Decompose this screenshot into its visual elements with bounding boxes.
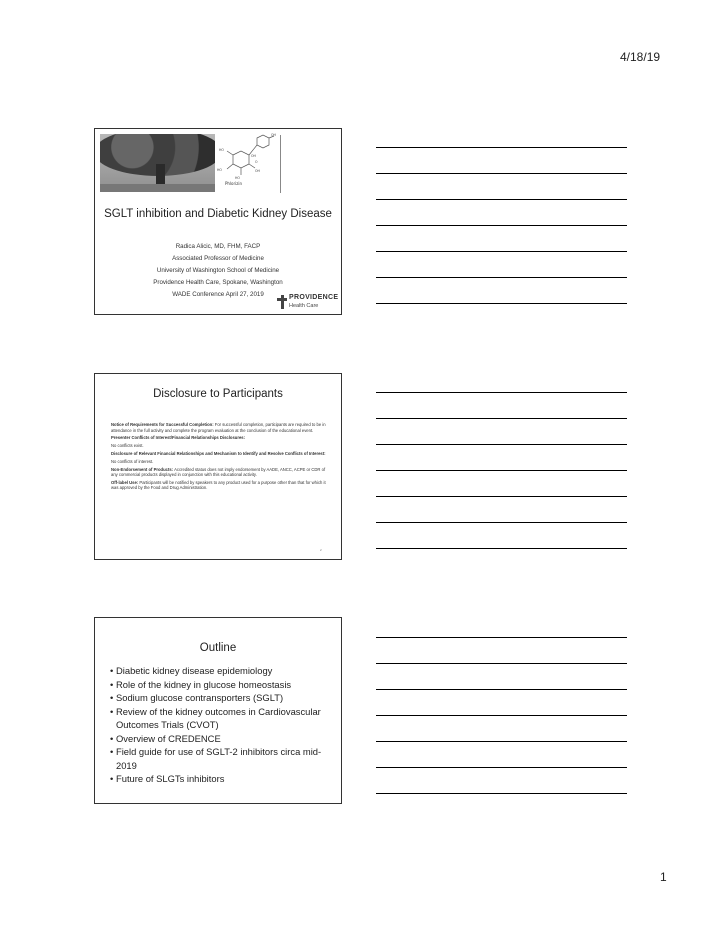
header-date: 4/18/19 — [620, 50, 661, 64]
note-line — [376, 199, 627, 200]
note-line — [376, 225, 627, 226]
slide-divider-line — [280, 135, 281, 193]
phlorizin-structure-icon — [215, 133, 277, 187]
note-line — [376, 741, 627, 742]
logo-subtitle: Health Care — [289, 303, 319, 309]
note-line — [376, 444, 627, 445]
author-line: Associated Professor of Medicine — [172, 255, 264, 262]
svg-text:O: O — [255, 160, 258, 164]
disclosure-paragraph: Disclosure of Relevant Financial Relationships and Mechanism to Identify and Resolve Conflicts of Interest: — [111, 450, 326, 456]
author-line: WADE Conference April 27, 2019 — [172, 291, 264, 298]
disclosure-paragraph: Off-label Use: Participants will be notified by speakers to any product used for a purpose other than that for which it was approved by the Food and Drug Administration. — [111, 479, 326, 491]
note-line — [376, 251, 627, 252]
slide-number: 2 — [320, 548, 322, 552]
disclosure-paragraph: Notice of Requirements for Successful Completion: For successful completion, participants are required to be in attendance in the full activity and complete the program evaluation at the conclusion of the educational event. — [111, 422, 326, 433]
disclosure-paragraph: No conflicts exist. — [111, 443, 144, 449]
outline-item: • Future of SLGTs inhibitors — [111, 772, 336, 786]
molecule-caption: Phlorizin — [225, 181, 243, 186]
slide-1-title: SGLT inhibition and Diabetic Kidney Disease — [104, 208, 332, 220]
author-line: University of Washington School of Medicine — [156, 267, 280, 274]
slide-3-title: Outline — [199, 642, 237, 654]
cross-icon — [277, 295, 287, 309]
outline-item: • Review of the kidney outcomes in Cardiovascular Outcomes Trials (CVOT) — [111, 705, 336, 732]
disclosure-paragraph: No conflicts of interest. — [111, 458, 154, 464]
note-line — [376, 548, 627, 549]
author-line: Radica Alicic, MD, FHM, FACP — [175, 243, 261, 250]
slide-2-thumbnail — [94, 373, 342, 560]
disclosure-paragraph: Non-Endorsement of Products: Accredited status does not imply endorsement by AADE, ANCC, ACPE or CDR of any commercial products displayed in conjunction with this educational activity. — [111, 466, 326, 478]
note-line — [376, 689, 627, 690]
svg-text:OH: OH — [271, 133, 276, 137]
slide-3-thumbnail — [94, 617, 342, 804]
tree-photo — [100, 134, 215, 192]
note-line — [376, 663, 627, 664]
page-number: 1 — [660, 870, 667, 884]
outline-item: • Sodium glucose contransporters (SGLT) — [111, 691, 336, 705]
note-line — [376, 522, 627, 523]
svg-text:OH: OH — [255, 169, 260, 173]
outline-item: • Field guide for use of SGLT-2 inhibitors circa mid-2019 — [111, 745, 336, 772]
note-line — [376, 470, 627, 471]
note-line — [376, 496, 627, 497]
note-line — [376, 793, 627, 794]
logo-name: PROVIDENCE — [289, 294, 339, 301]
outline-item: • Overview of CREDENCE — [111, 732, 336, 746]
note-line — [376, 173, 627, 174]
slide-1-thumbnail — [94, 128, 342, 315]
note-line — [376, 303, 627, 304]
svg-text:HO: HO — [219, 148, 224, 152]
note-line — [376, 392, 627, 393]
note-line — [376, 715, 627, 716]
note-line — [376, 277, 627, 278]
slide-2-title: Disclosure to Participants — [153, 388, 283, 400]
note-line — [376, 147, 627, 148]
note-line — [376, 418, 627, 419]
svg-text:OH: OH — [251, 154, 256, 158]
disclosure-body — [111, 422, 331, 493]
svg-text:HO: HO — [235, 176, 240, 180]
outline-list — [111, 664, 336, 786]
outline-item: • Diabetic kidney disease epidemiology — [111, 664, 336, 678]
providence-logo — [277, 294, 339, 314]
slide-1-author-block — [95, 241, 341, 301]
svg-text:HO: HO — [217, 168, 222, 172]
note-line — [376, 767, 627, 768]
outline-item: • Role of the kidney in glucose homeostasis — [111, 678, 336, 692]
note-line — [376, 637, 627, 638]
disclosure-paragraph: Presenter Conflicts of Interest/Financial Relationships Disclosures: — [111, 435, 246, 441]
author-line: Providence Health Care, Spokane, Washington — [153, 279, 283, 286]
